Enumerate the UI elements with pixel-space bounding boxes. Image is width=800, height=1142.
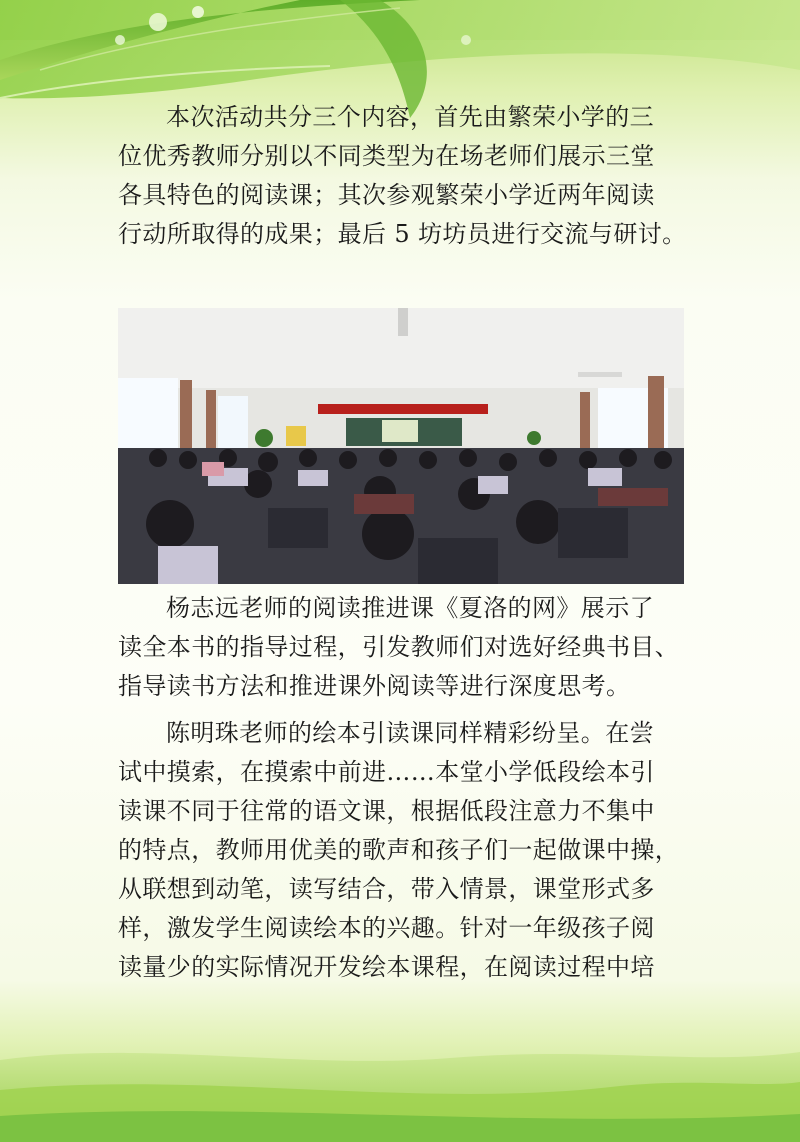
classroom-photo-illustration [118,308,684,584]
text-line: 试中摸索，在摸索中前进……本堂小学低段绘本引 [118,758,655,786]
chen-lesson-paragraph [118,714,688,987]
text-line: 本次活动共分三个内容，首先由繁荣小学的三 [166,103,654,131]
text-line: 读课不同于往常的语文课，根据低段注意力不集中 [118,797,655,825]
text-line: 各具特色的阅读课；其次参观繁荣小学近两年阅读 [118,181,655,209]
text-line: 指导读书方法和推进课外阅读等进行深度思考。 [118,672,631,700]
text-line: 位优秀教师分别以不同类型为在场老师们展示三堂 [118,142,655,170]
text-line: 杨志远老师的阅读推进课《夏洛的网》展示了 [166,594,654,622]
bottom-grass-decoration [0,1030,800,1142]
text-line: 读全本书的指导过程，引发教师们对选好经典书目、 [118,633,680,661]
text-line: 从联想到动笔，读写结合，带入情景，课堂形式多 [118,875,655,903]
text-line: 行动所取得的成果；最后 5 坊坊员进行交流与研讨。 [118,220,687,248]
classroom-photo [118,308,684,584]
yang-lesson-paragraph [118,589,688,706]
text-line: 样，激发学生阅读绘本的兴趣。针对一年级孩子阅 [118,914,655,942]
text-line: 陈明珠老师的绘本引读课同样精彩纷呈。在尝 [166,719,654,747]
text-line: 读量少的实际情况开发绘本课程，在阅读过程中培 [118,953,655,981]
text-line: 的特点，教师用优美的歌声和孩子们一起做课中操， [118,836,680,864]
intro-paragraph [118,98,688,254]
